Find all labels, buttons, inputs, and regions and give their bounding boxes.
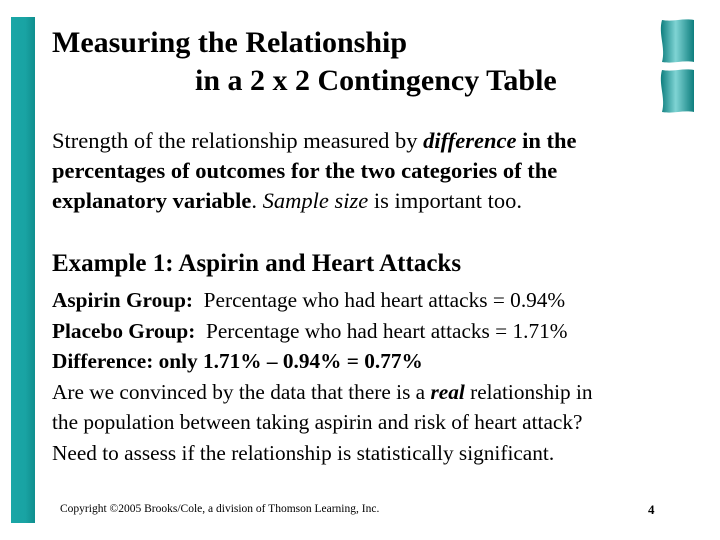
difference-text: Difference: only 1.71% – 0.94% = 0.77% bbox=[52, 349, 423, 373]
intro-emphasis-sample-size: Sample size bbox=[262, 188, 369, 213]
page-title bbox=[52, 24, 652, 100]
question-text-a: Are we convinced by the data that there is a bbox=[52, 379, 431, 404]
intro-text-3: is important too. bbox=[368, 188, 522, 213]
question-text-b: relationship in bbox=[464, 379, 593, 404]
question-line-2: the population between taking aspirin and risk of heart attack? bbox=[52, 410, 583, 434]
placebo-value: Percentage who had heart attacks = 1.71% bbox=[195, 318, 568, 343]
intro-text-2: . bbox=[251, 188, 263, 213]
placebo-label: Placebo Group: bbox=[52, 318, 196, 343]
teal-ribbon-icon bbox=[656, 18, 696, 116]
intro-text-1: Strength of the relationship measured by bbox=[52, 128, 424, 153]
title-line-1: Measuring the Relationship bbox=[52, 26, 408, 59]
example-heading: Example 1: Aspirin and Heart Attacks bbox=[52, 250, 462, 277]
footer-copyright: Copyright ©2005 Brooks/Cole, a division of Thomson Learning, Inc. bbox=[60, 503, 380, 515]
intro-emphasis-difference: difference bbox=[423, 128, 517, 153]
question-line-1 bbox=[52, 377, 692, 408]
intro-bold-text: in the percentages of outcomes for the two categories of the explanatory variable bbox=[52, 128, 577, 213]
difference-line bbox=[52, 346, 692, 377]
aspirin-value: Percentage who had heart attacks = 0.94% bbox=[193, 288, 566, 312]
title-line-2: in a 2 x 2 Contingency Table bbox=[195, 64, 557, 97]
question-emphasis-real: real bbox=[430, 379, 465, 404]
assess-line: Need to assess if the relationship is statistically significant. bbox=[52, 440, 555, 465]
placebo-line bbox=[52, 316, 692, 347]
aspirin-line bbox=[52, 285, 692, 316]
aspirin-label: Aspirin Group: bbox=[52, 288, 194, 312]
page-number: 4 bbox=[648, 502, 655, 517]
intro-paragraph bbox=[52, 126, 652, 216]
left-accent-bar bbox=[11, 17, 35, 523]
example-body bbox=[52, 285, 692, 468]
